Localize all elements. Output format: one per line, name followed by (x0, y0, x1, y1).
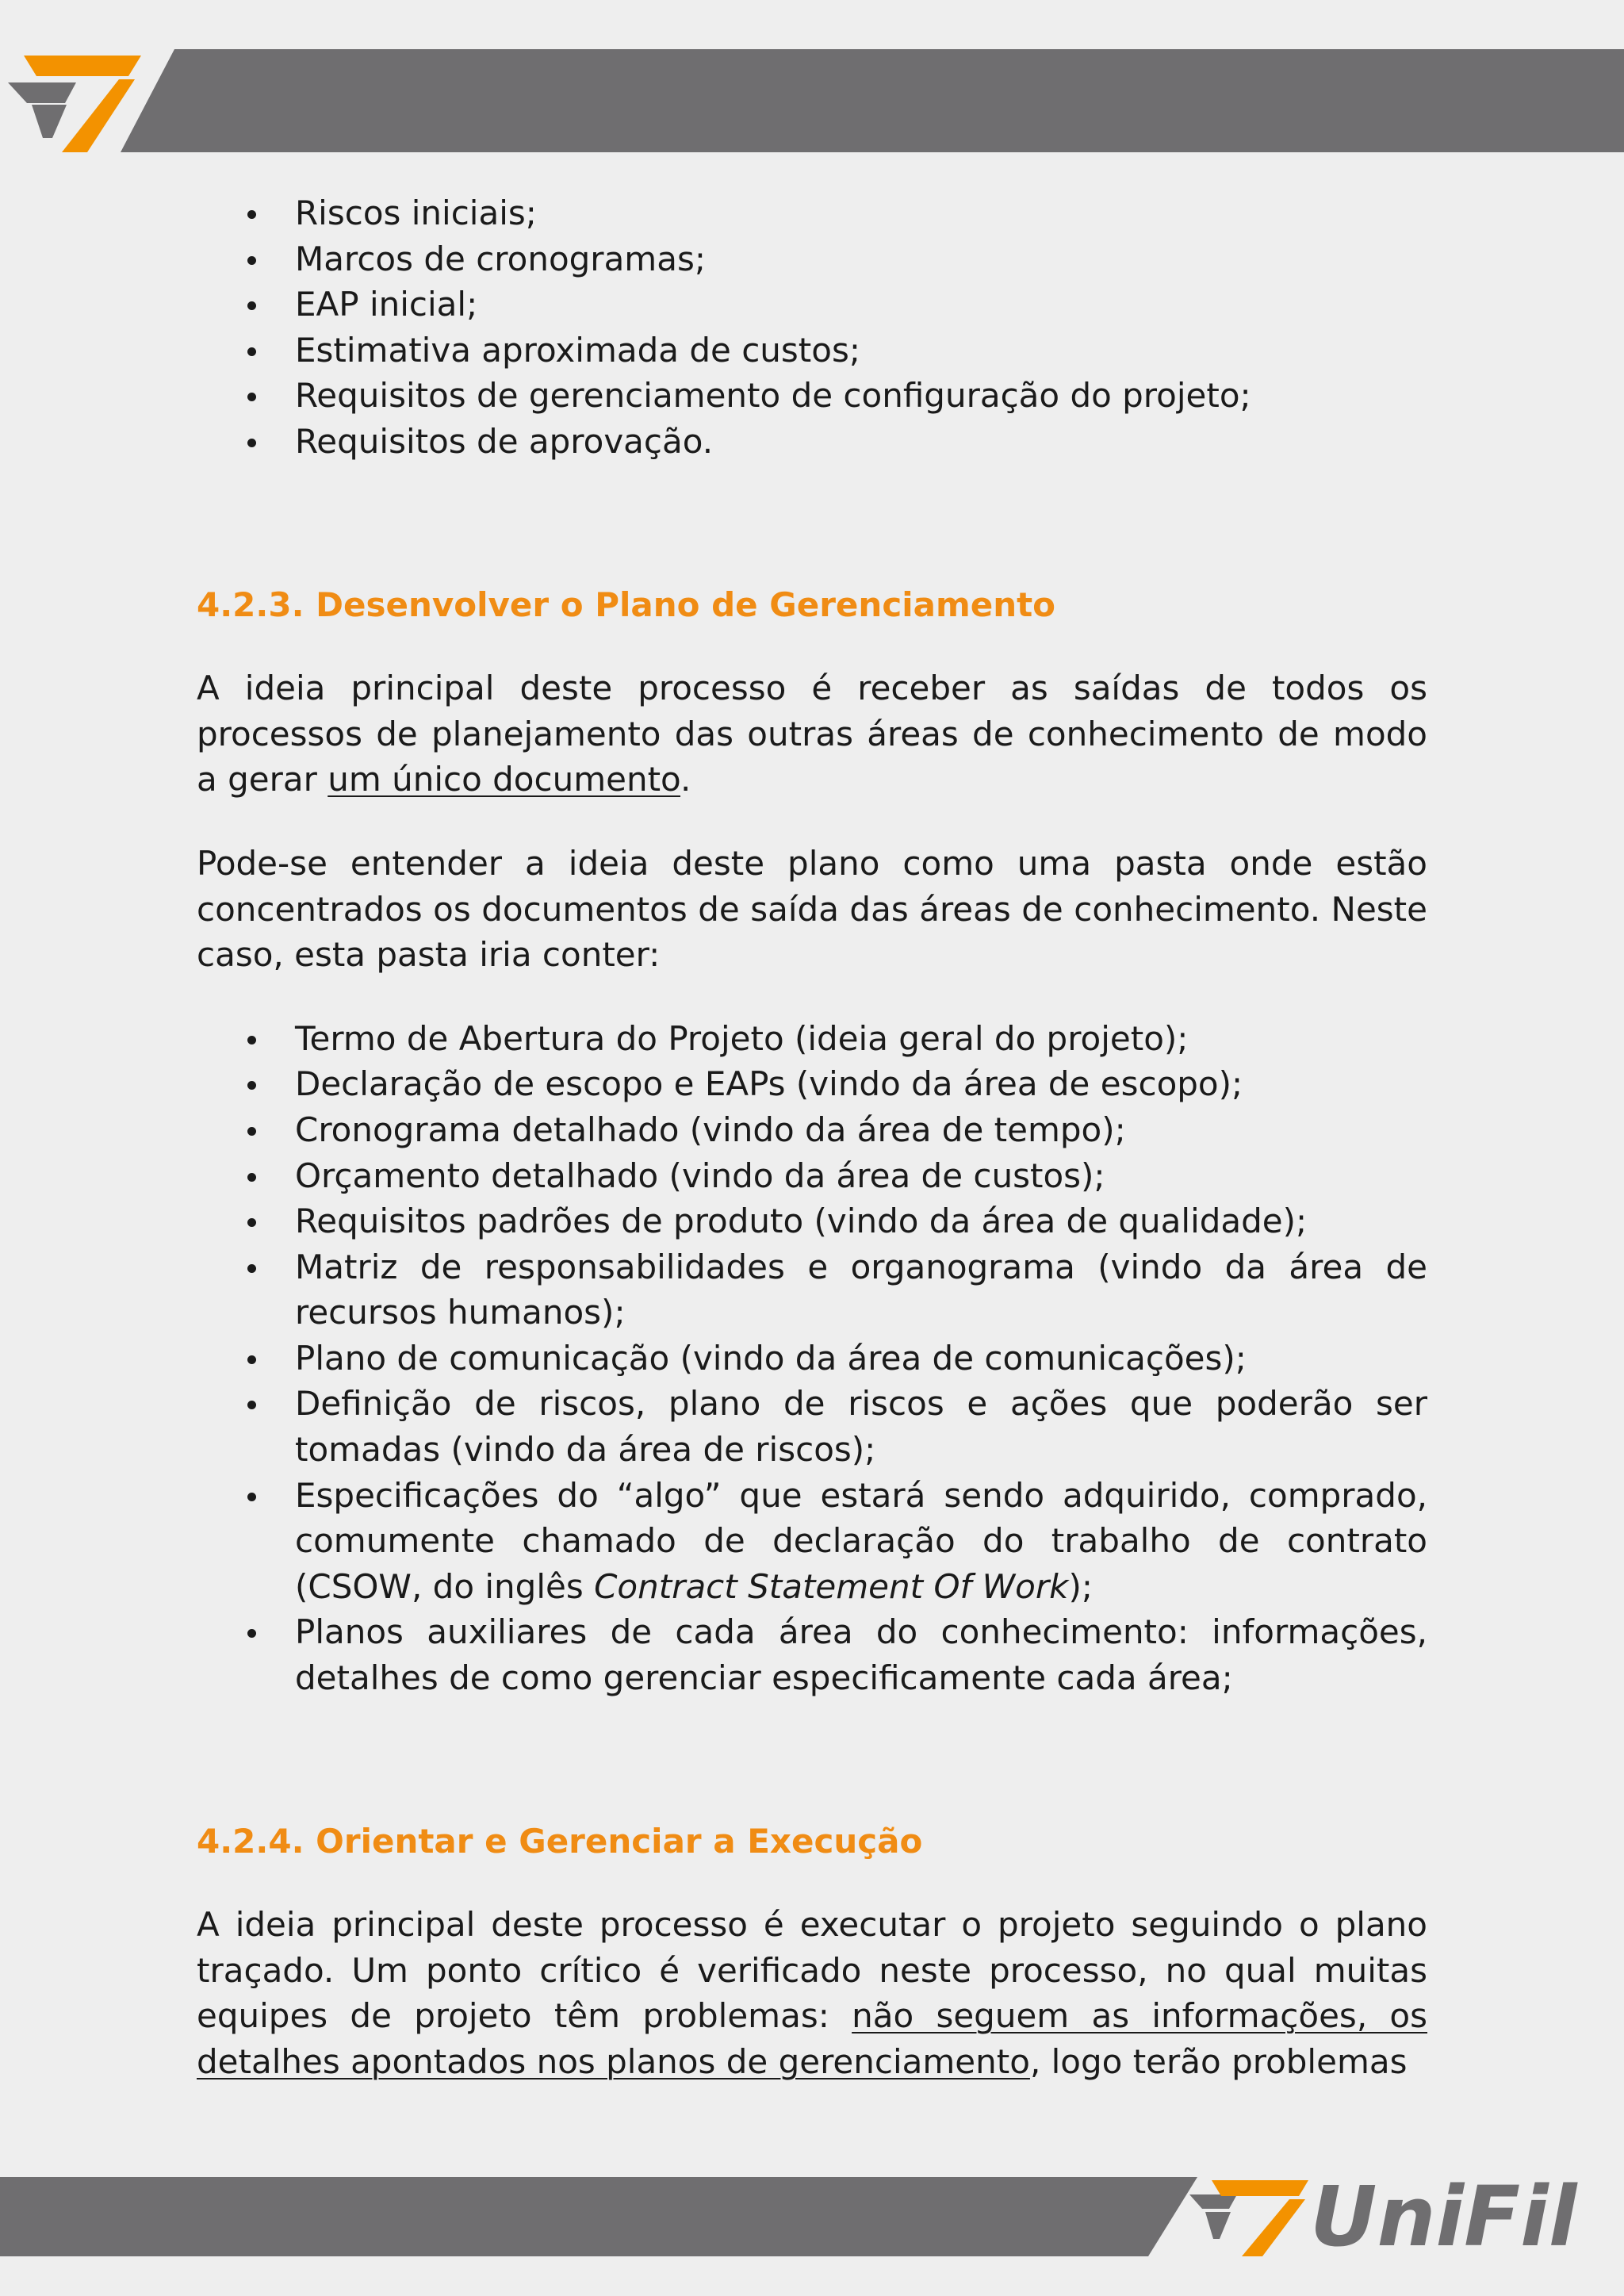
footer-gray-band (0, 2177, 1197, 2256)
paragraph-text: A ideia principal deste processo é receber as saídas de todos os processos de planejamento das outras áreas de conhecimento de modo a gerar (197, 669, 1427, 799)
list-item: Plano de comunicação (vindo da área de comunicações); (197, 1336, 1427, 1382)
list-item: Matriz de responsabilidades e organograma (vindo da área de recursos humanos); (197, 1244, 1427, 1336)
underlined-text: um único documento (327, 760, 681, 799)
list-item: Definição de riscos, plano de riscos e ações que poderão ser tomadas (vindo da área de riscos); (197, 1381, 1427, 1472)
section-heading-4-2-3: 4.2.3. Desenvolver o Plano de Gerenciamento (197, 585, 1056, 624)
paragraph-end: . (680, 760, 691, 799)
document-body (197, 190, 1427, 2085)
section-heading-4-2-4: 4.2.4. Orientar e Gerenciar a Execução (197, 1821, 923, 1861)
list-initial-items (197, 190, 1427, 465)
paragraph-text: A ideia principal deste processo é executar o projeto seguindo o plano traçado. Um ponto crítico é verificado neste processo, no qual muitas equipes de projeto têm problemas: (197, 1905, 1427, 2036)
underlined-text: não seguem as informações, os detalhes apontados nos planos de gerenciamento (197, 1996, 1428, 2081)
paragraph-end: , logo terão problemas (1029, 2042, 1408, 2081)
list-item-end: ); (1068, 1566, 1094, 1606)
list-item: Cronograma detalhado (vindo da área de tempo); (197, 1107, 1427, 1153)
list-item: Estimativa aproximada de custos; (197, 328, 1427, 374)
unifil-mark-icon (8, 56, 141, 152)
list-plan-contents (197, 1016, 1427, 1701)
list-item: Requisitos de gerenciamento de configuração do projeto; (197, 373, 1427, 419)
header-gray-band (121, 49, 1624, 152)
list-item: Termo de Abertura do Projeto (ideia geral do projeto); (197, 1016, 1427, 1062)
footer-bar (0, 2177, 1624, 2256)
list-item: Marcos de cronogramas; (197, 236, 1427, 282)
list-item: Orçamento detalhado (vindo da área de custos); (197, 1153, 1427, 1199)
unifil-mark-icon (1189, 2180, 1308, 2256)
list-item: Requisitos de aprovação. (197, 419, 1427, 465)
header-graphic (0, 49, 1624, 152)
unifil-wordmark: UniFil (1310, 2177, 1577, 2256)
list-item: EAP inicial; (197, 282, 1427, 328)
header-bar (0, 49, 1624, 152)
paragraph (197, 665, 1427, 803)
list-item: Declaração de escopo e EAPs (vindo da área de escopo); (197, 1061, 1427, 1107)
italic-text: Contract Statement Of Work (594, 1566, 1069, 1606)
paragraph (197, 1902, 1427, 2084)
list-item (197, 1473, 1427, 1610)
list-item: Planos auxiliares de cada área do conhecimento: informações, detalhes de como gerenciar especificamente cada área; (197, 1609, 1427, 1700)
list-item: Requisitos padrões de produto (vindo da área de qualidade); (197, 1198, 1427, 1244)
unifil-logo (1189, 2177, 1578, 2256)
paragraph: Pode-se entender a ideia deste plano como uma pasta onde estão concentrados os documentos de saída das áreas de conhecimento. Neste caso, esta pasta iria conter: (197, 843, 1427, 975)
footer-graphic (0, 2177, 1624, 2256)
list-item: Riscos iniciais; (197, 190, 1427, 236)
list-item-text: Especificações do “algo” que estará sendo adquirido, comprado, comumente chamado de declaração do trabalho de contrato (CSOW, do inglês (295, 1475, 1427, 1606)
